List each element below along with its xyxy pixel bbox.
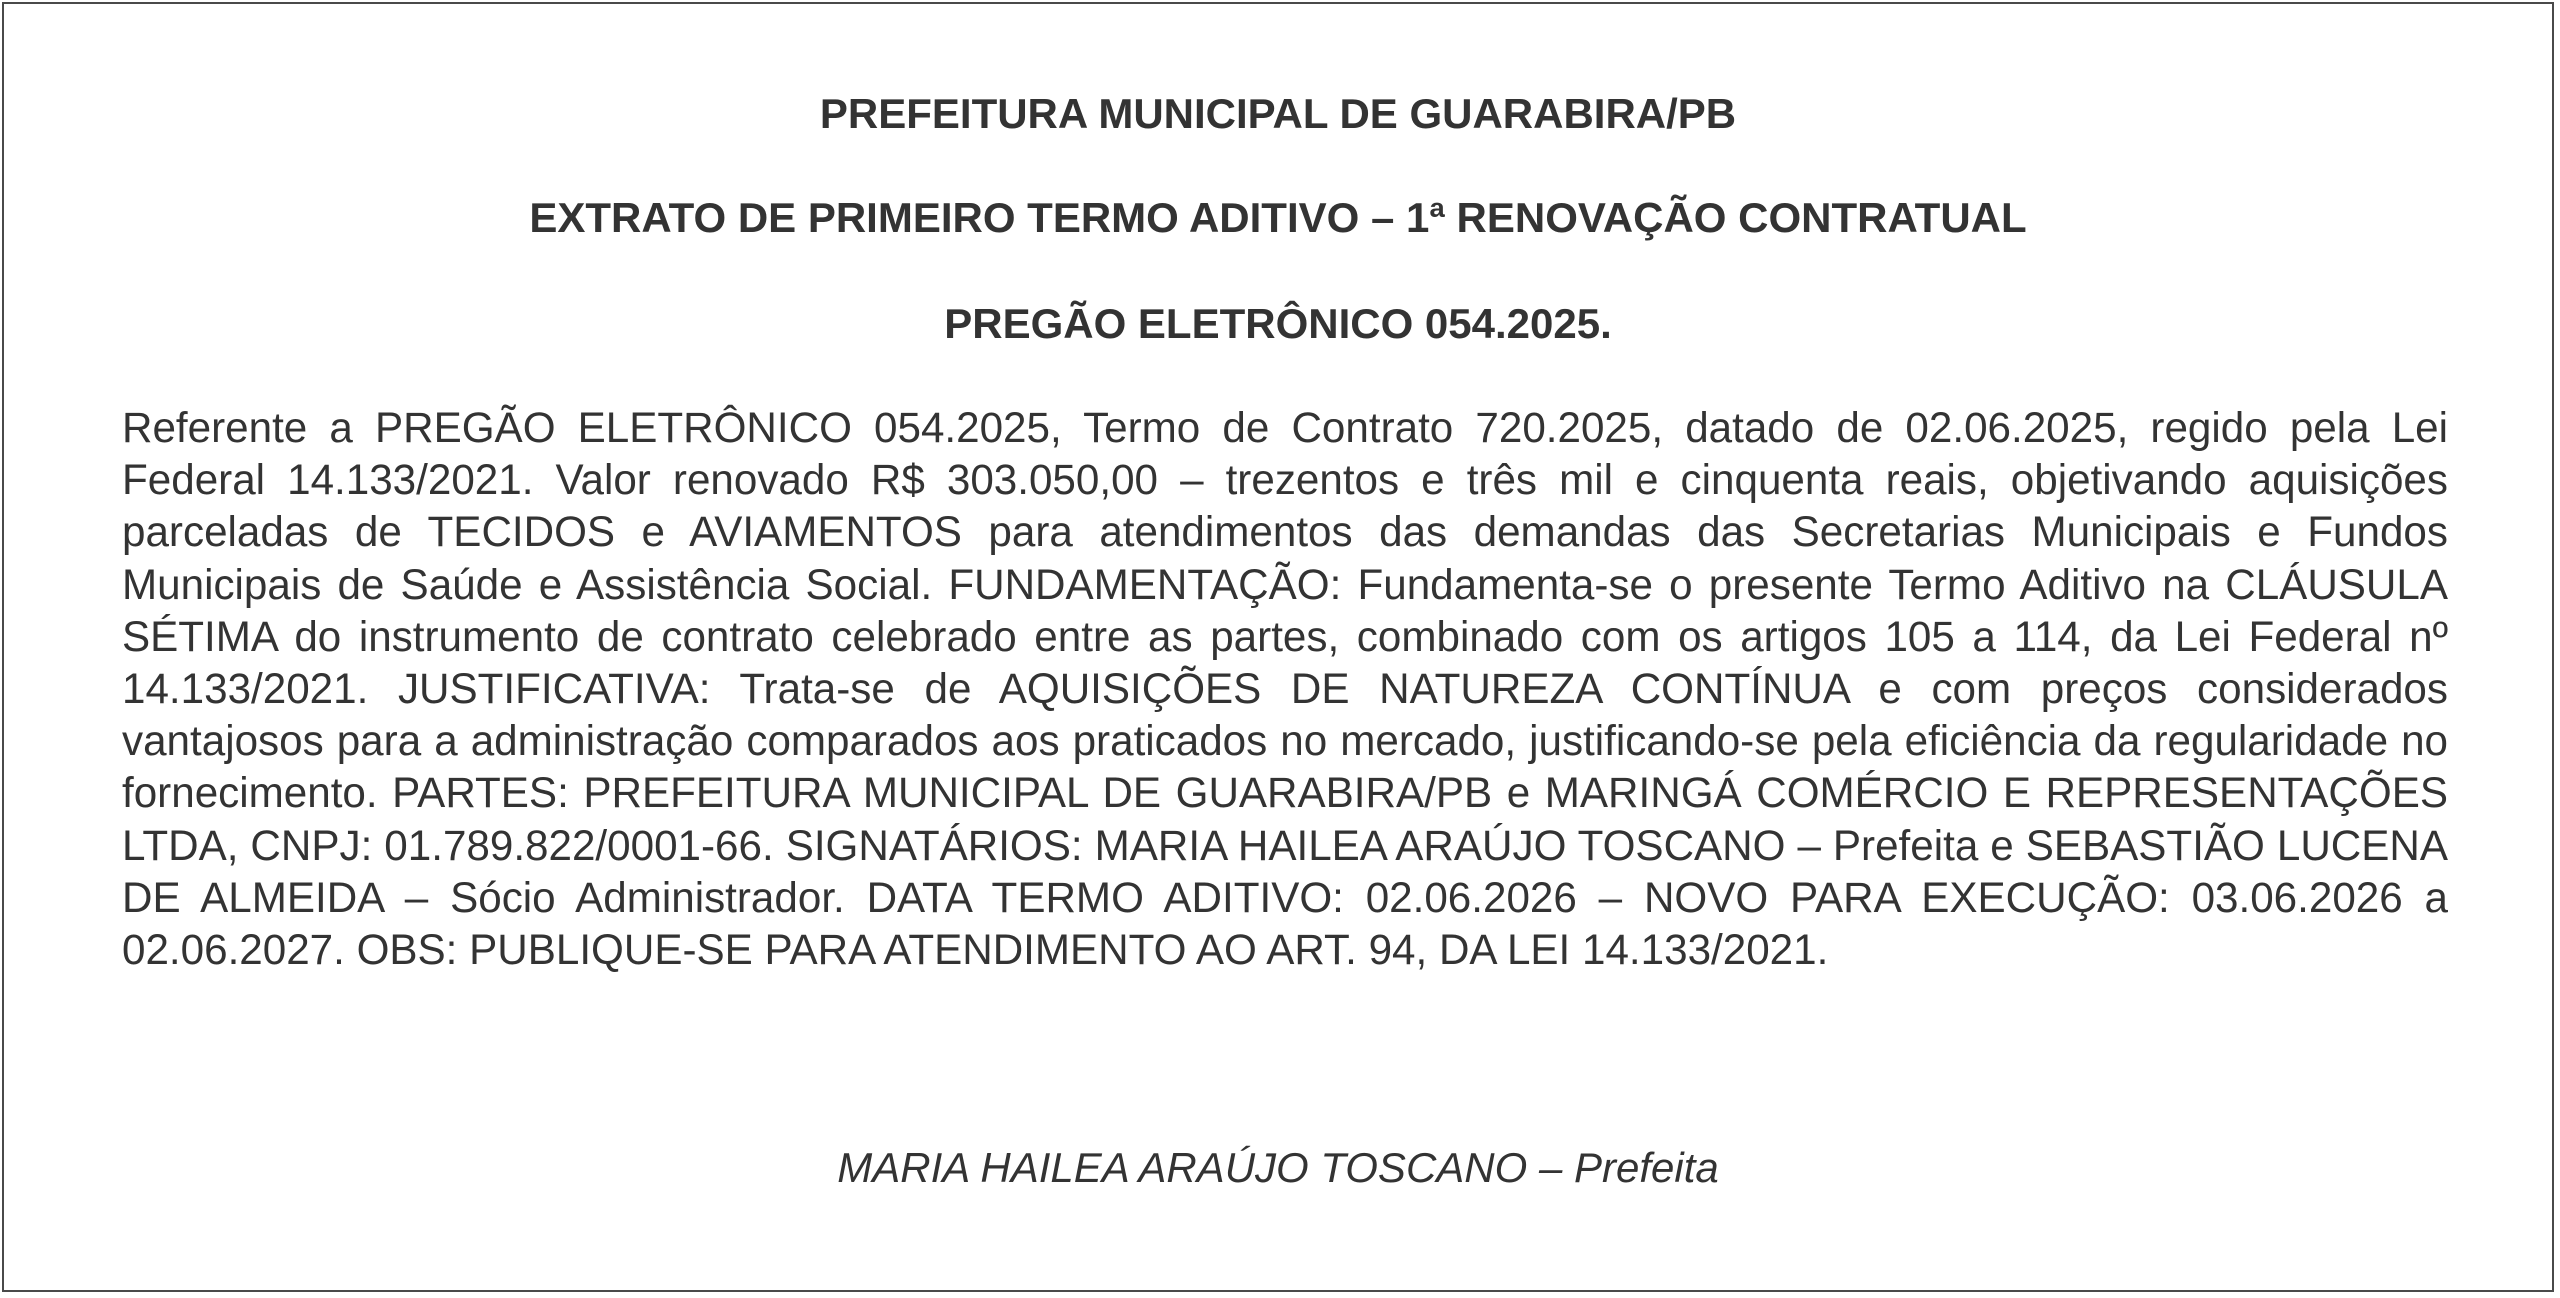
- body-paragraph: Referente a PREGÃO ELETRÔNICO 054.2025, Termo de Contrato 720.2025, datado de 02.06.2025, regido pela Lei Federal 14.133/2021. Valor renovado R$ 303.050,00 – trezentos e três mil e cinquenta reais, objetivando aquisições parceladas de TECIDOS e AVIAMENTOS para atendimentos das demandas das Secretarias Municipais e Fundos Municipais de Saúde e Assistência Social. FUNDAMENTAÇÃO: Fundamenta-se o presente Termo Aditivo na CLÁUSULA SÉTIMA do instrumento de contrato celebrado entre as partes, combinado com os artigos 105 a 114, da Lei Federal nº 14.133/2021. JUSTIFICATIVA: Trata-se de AQUISIÇÕES DE NATUREZA CONTÍNUA e com preços considerados vantajosos para a administração comparados aos praticados no mercado, justificando-se pela eficiência da regularidade no fornecimento. PARTES: PREFEITURA MUNICIPAL DE GUARABIRA/PB e MARINGÁ COMÉRCIO E REPRESENTAÇÕES LTDA, CNPJ: 01.789.822/0001-66. SIGNATÁRIOS: MARIA HAILEA ARAÚJO TOSCANO – Prefeita e SEBASTIÃO LUCENA DE ALMEIDA – Sócio Administrador. DATA TERMO ADITIVO: 02.06.2026 – NOVO PARA EXECUÇÃO: 03.06.2026 a 02.06.2027. OBS: PUBLIQUE-SE PARA ATENDIMENTO AO ART. 94, DA LEI 14.133/2021.: [122, 404, 2448, 974]
- municipality-title: PREFEITURA MUNICIPAL DE GUARABIRA/PB: [819, 90, 1737, 137]
- document-frame: [2, 2, 2554, 1292]
- signature-line: MARIA HAILEA ARAÚJO TOSCANO – Prefeita: [837, 1144, 1719, 1191]
- extract-title: EXTRATO DE PRIMEIRO TERMO ADITIVO – 1ª RENOVAÇÃO CONTRATUAL: [529, 194, 2027, 241]
- auction-title: PREGÃO ELETRÔNICO 054.2025.: [944, 300, 1612, 347]
